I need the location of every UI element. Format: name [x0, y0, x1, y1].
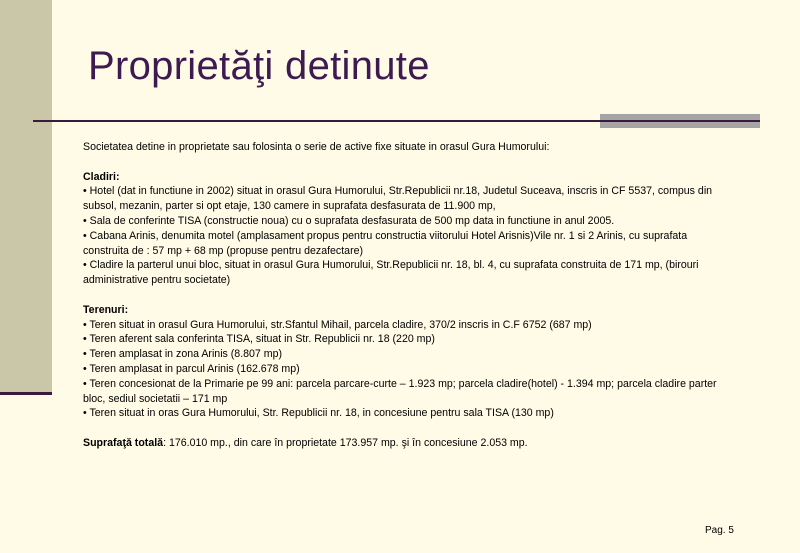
terenuri-item: • Teren concesionat de la Primarie pe 99 ani: parcela parcare-curte – 1.923 mp; parcela cladire(hotel) - 1.394 mp; parcela cladire parter bloc, sediul societatii – 171 mp [83, 377, 717, 405]
terenuri-item: • Teren amplasat in zona Arinis (8.807 mp) [83, 348, 283, 361]
cladiri-item: • Hotel (dat in functiune in 2002) situat in orasul Gura Humorului, Str.Republicii nr.18, Judetul Suceava, inscris in CF 5537, compus din subsol, mezanin, parter si opt etaje, 130 camere in suprafata desfasurata de 11.900 mp, [83, 185, 713, 213]
page-number: Pag. 5 [705, 525, 734, 536]
slide-title: Proprietăţi detinute [88, 44, 430, 88]
terenuri-heading: Terenuri: [83, 303, 129, 316]
cladiri-item: • Cladire la parterul unui bloc, situat in orasul Gura Humorului, Str.Republicii nr. 18, bl. 4, cu suprafata construita de 171 mp, (birouri administrative pentru societate) [83, 259, 699, 287]
terenuri-item: • Teren amplasat in parcul Arinis (162.678 mp) [83, 362, 300, 375]
left-accent-bar [0, 0, 52, 393]
intro-text: Societatea detine in proprietate sau folosinta o serie de active fixe situate in orasul Gura Humorului: [83, 141, 550, 153]
left-accent-underline [0, 392, 52, 395]
terenuri-item: • Teren aferent sala conferinta TISA, situat in Str. Republicii nr. 18 (220 mp) [83, 333, 435, 346]
total-text: : 176.010 mp., din care în proprietate 173.957 mp. şi în concesiune 2.053 mp. [163, 436, 528, 449]
cladiri-item: • Cabana Arinis, denumita motel (amplasament propus pentru constructia viitorului Hotel Arisnis)Vile nr. 1 si 2 Arinis, cu suprafata construita de : 57 mp + 68 mp (propuse pentru dezafectare) [83, 229, 688, 257]
total-label: Suprafaţă totală [83, 436, 164, 449]
total-summary [83, 436, 733, 451]
cladiri-item: • Sala de conferinte TISA (constructie noua) cu o suprafata desfasurata de 500 mp data in functiune in anul 2005. [83, 214, 615, 227]
slide-body [83, 140, 733, 451]
cladiri-heading: Cladiri: [83, 170, 120, 183]
terenuri-item: • Teren situat in oras Gura Humorului, Str. Republicii nr. 18, in concesiune pentru sala TISA (130 mp) [83, 407, 554, 420]
title-divider [33, 120, 760, 122]
terenuri-item: • Teren situat in orasul Gura Humorului, str.Sfantul Mihail, parcela cladire, 370/2 inscris in C.F 6752 (687 mp) [83, 318, 592, 331]
